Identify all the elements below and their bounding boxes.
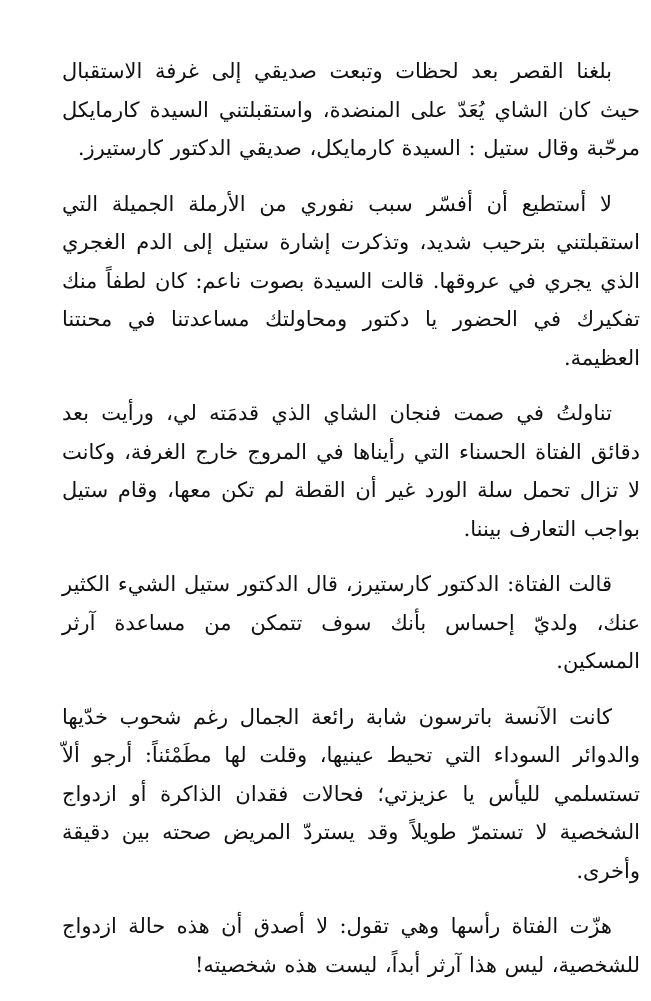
paragraph-3: تناولتُ في صمت فنجان الشاي الذي قدمَته لي، ورأيت بعد دقائق الفتاة الحسناء التي رأيناها في المروج خارج الغرفة، وكانت لا تزال تحمل سلة الورد غير أن القطة لم تكن معها، وقام ستيل بواجب التعارف بيننا. (62, 401, 640, 541)
paragraph-4: قالت الفتاة: الدكتور كارستيرز، قال الدكتور ستيل الشيء الكثير عنك، ولديّ إحساس بأنك سوف تتمكن من مساعدة آرثر المسكين. (62, 572, 640, 673)
document-page (62, 52, 640, 1001)
paragraph-5: كانت الآنسة باترسون شابة رائعة الجمال رغم شحوب خدّيها والدوائر السوداء التي تحيط عينيها، وقلت لها مطَمْئناً: أرجو ألاّ تستسلمي لليأس يا عزيزتي؛ فحالات فقدان الذاكرة أو ازدواج الشخصية لا تستمرّ طويلاً وقد يستردّ المريض صحته بين دقيقة وأخرى. (62, 704, 640, 883)
paragraph-6: هزّت الفتاة رأسها وهي تقول: لا أصدق أن هذه حالة ازدواج للشخصية، ليس هذا آرثر أبداً، ليست هذه شخصيته! (62, 914, 640, 977)
paragraph-1: بلغنا القصر بعد لحظات وتبعت صديقي إلى غرفة الاستقبال حيث كان الشاي يُعَدّ على المنضدة، واستقبلتني السيدة كارمايكل مرحّبة وقال ستيل : السيدة كارمايكل، صديقي الدكتور كارستيرز. (62, 59, 640, 160)
paragraph-2: لا أستطيع أن أفسّر سبب نفوري من الأرملة الجميلة التي استقبلتني بترحيب شديد، وتذكرت إشارة ستيل إلى الدم الغجري الذي يجري في عروقها. قالت السيدة بصوت ناعم: كان لطفاً منك تفكيرك في الحضور يا دكتور ومحاولتك مساعدتنا في محنتنا العظيمة. (62, 191, 640, 370)
